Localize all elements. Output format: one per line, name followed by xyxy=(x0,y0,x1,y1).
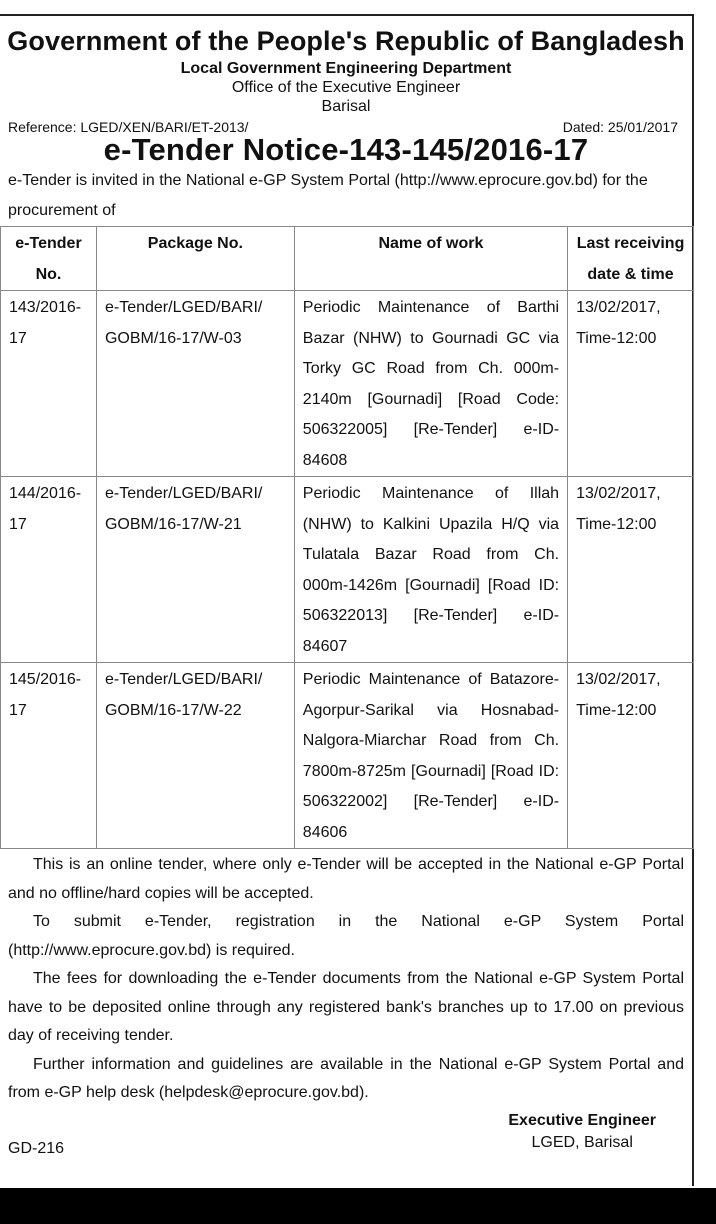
paragraph-fees: The fees for downloading the e-Tender documents from the National e-GP System Portal have to be deposited online through any registered bank's branches up to 17.00 on previous day of receiving tender. xyxy=(8,970,684,1044)
government-heading: Government of the People's Republic of Bangladesh xyxy=(7,26,685,56)
table-row xyxy=(1,663,694,849)
notice-title: e-Tender Notice-143-145/2016-17 xyxy=(103,132,589,167)
cell-work: Periodic Maintenance of Batazore-Agorpur-Sarikal via Hosnabad-Nalgora-Miarchar Road from Ch. 7800m-8725m [Gournadi] [Road ID: 506322002] [Re-Tender] e-ID-84606 xyxy=(294,663,567,849)
cell-tender-no: 144/2016-17 xyxy=(1,477,97,663)
cell-tender-no: 143/2016-17 xyxy=(1,291,97,477)
paragraph-registration: To submit e-Tender, registration in the National e-GP System Portal (http://www.eprocure.gov.bd) is required. xyxy=(8,913,684,959)
location-heading: Barisal xyxy=(321,98,371,115)
cell-date: 13/02/2017, Time-12:00 xyxy=(568,291,694,477)
cell-date: 13/02/2017, Time-12:00 xyxy=(568,663,694,849)
cell-tender-no: 145/2016-17 xyxy=(1,663,97,849)
header-last-receiving: Last receiving date & time xyxy=(568,227,694,291)
date-text: Dated: 25/01/2017 xyxy=(562,119,678,135)
cell-date: 13/02/2017, Time-12:00 xyxy=(568,477,694,663)
cell-package: e-Tender/LGED/BARI/ GOBM/16-17/W-22 xyxy=(96,663,294,849)
department-heading: Local Government Engineering Department xyxy=(180,60,512,77)
intro-text: e-Tender is invited in the National e-GP System Portal (http://www.eprocure.gov.bd) for the procurement of xyxy=(8,172,648,219)
footer xyxy=(0,1108,692,1162)
cell-work: Periodic Maintenance of Illah (NHW) to Kalkini Upazila H/Q via Tulatala Bazar Road from Ch. 000m-1426m [Gournadi] [Road ID: 506322013] [Re-Tender] e-ID-84607 xyxy=(294,477,567,663)
cell-package: e-Tender/LGED/BARI/ GOBM/16-17/W-21 xyxy=(96,477,294,663)
table-header-row xyxy=(1,227,694,291)
paragraph-online-tender: This is an online tender, where only e-Tender will be accepted in the National e-GP Portal and no offline/hard copies will be accepted. xyxy=(8,856,684,902)
signature-block xyxy=(508,1110,656,1154)
office-heading: Office of the Executive Engineer xyxy=(231,79,461,96)
tender-notice xyxy=(0,14,694,1186)
signer-office: LGED, Barisal xyxy=(531,1133,633,1151)
cell-work: Periodic Maintenance of Barthi Bazar (NHW) to Gournadi GC via Torky GC Road from Ch. 000m-2140m [Gournadi] [Road Code: 506322005] [Re-Tender] e-ID-84608 xyxy=(294,291,567,477)
paragraph-further-info: Further information and guidelines are available in the National e-GP System Portal and from e-GP help desk (helpdesk@eprocure.gov.bd). xyxy=(8,1055,684,1101)
cell-package: e-Tender/LGED/BARI/ GOBM/16-17/W-03 xyxy=(96,291,294,477)
bottom-black-bar xyxy=(0,1188,716,1224)
gd-code: GD-216 xyxy=(8,1139,65,1157)
tender-table xyxy=(0,226,694,849)
table-row xyxy=(1,291,694,477)
table-row xyxy=(1,477,694,663)
reference-text: Reference: LGED/XEN/BARI/ET-2013/ xyxy=(8,119,249,135)
signer-title: Executive Engineer xyxy=(508,1111,656,1129)
header-tender-no: e-Tender No. xyxy=(1,227,97,291)
header-package-no: Package No. xyxy=(96,227,294,291)
header-name-of-work: Name of work xyxy=(294,227,567,291)
